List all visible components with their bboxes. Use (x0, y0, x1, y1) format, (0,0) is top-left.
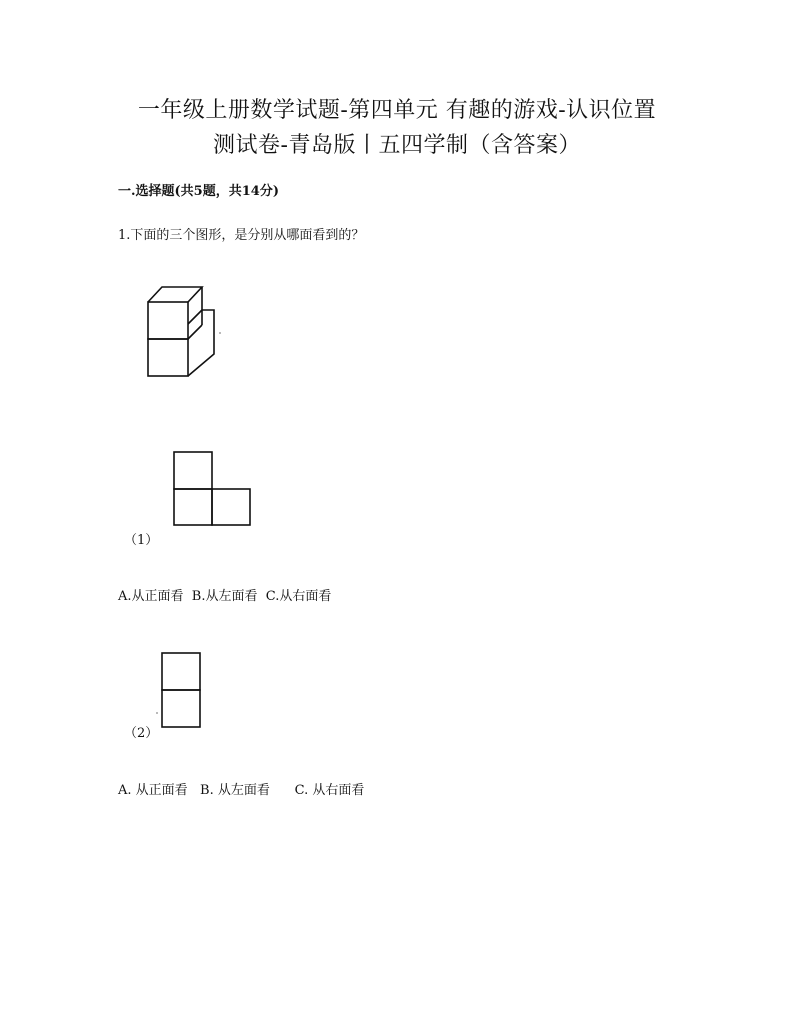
cube-back-top-edge (188, 310, 202, 324)
question-1-text: 1.下面的三个图形，是分别从哪面看到的？ (118, 228, 365, 243)
sub-question-2-options: A. 从正面看 B. 从左面看 C. 从右面看 (118, 783, 365, 798)
view-2-figure (156, 648, 206, 732)
stray-dot-2 (156, 712, 157, 713)
sub-question-2-label: （2） (124, 726, 159, 741)
cube-top-face (148, 287, 202, 302)
sub-question-1-options: A.从正面看 B.从左面看 C.从右面看 (118, 589, 332, 604)
page-title-line-1: 一年级上册数学试题-第四单元 有趣的游戏-认识位置 (137, 98, 657, 123)
stacked-cubes-figure (140, 282, 230, 382)
cube-front-bottom (148, 339, 188, 376)
view1-bottom-right-square (212, 489, 250, 525)
view2-bottom-square (162, 690, 200, 727)
cube-inner-diagonal (188, 325, 202, 339)
view-1-figure (170, 448, 254, 528)
section-heading: 一.选择题(共5题，共14分) (118, 184, 279, 199)
cube-front-top (148, 302, 188, 339)
view1-bottom-left-square (174, 489, 212, 525)
sub-question-1-label: （1） (124, 533, 159, 548)
view1-top-square (174, 452, 212, 489)
page-title-line-2: 测试卷-青岛版丨五四学制（含答案） (213, 133, 581, 158)
view2-top-square (162, 653, 200, 690)
stray-dot (219, 332, 220, 333)
